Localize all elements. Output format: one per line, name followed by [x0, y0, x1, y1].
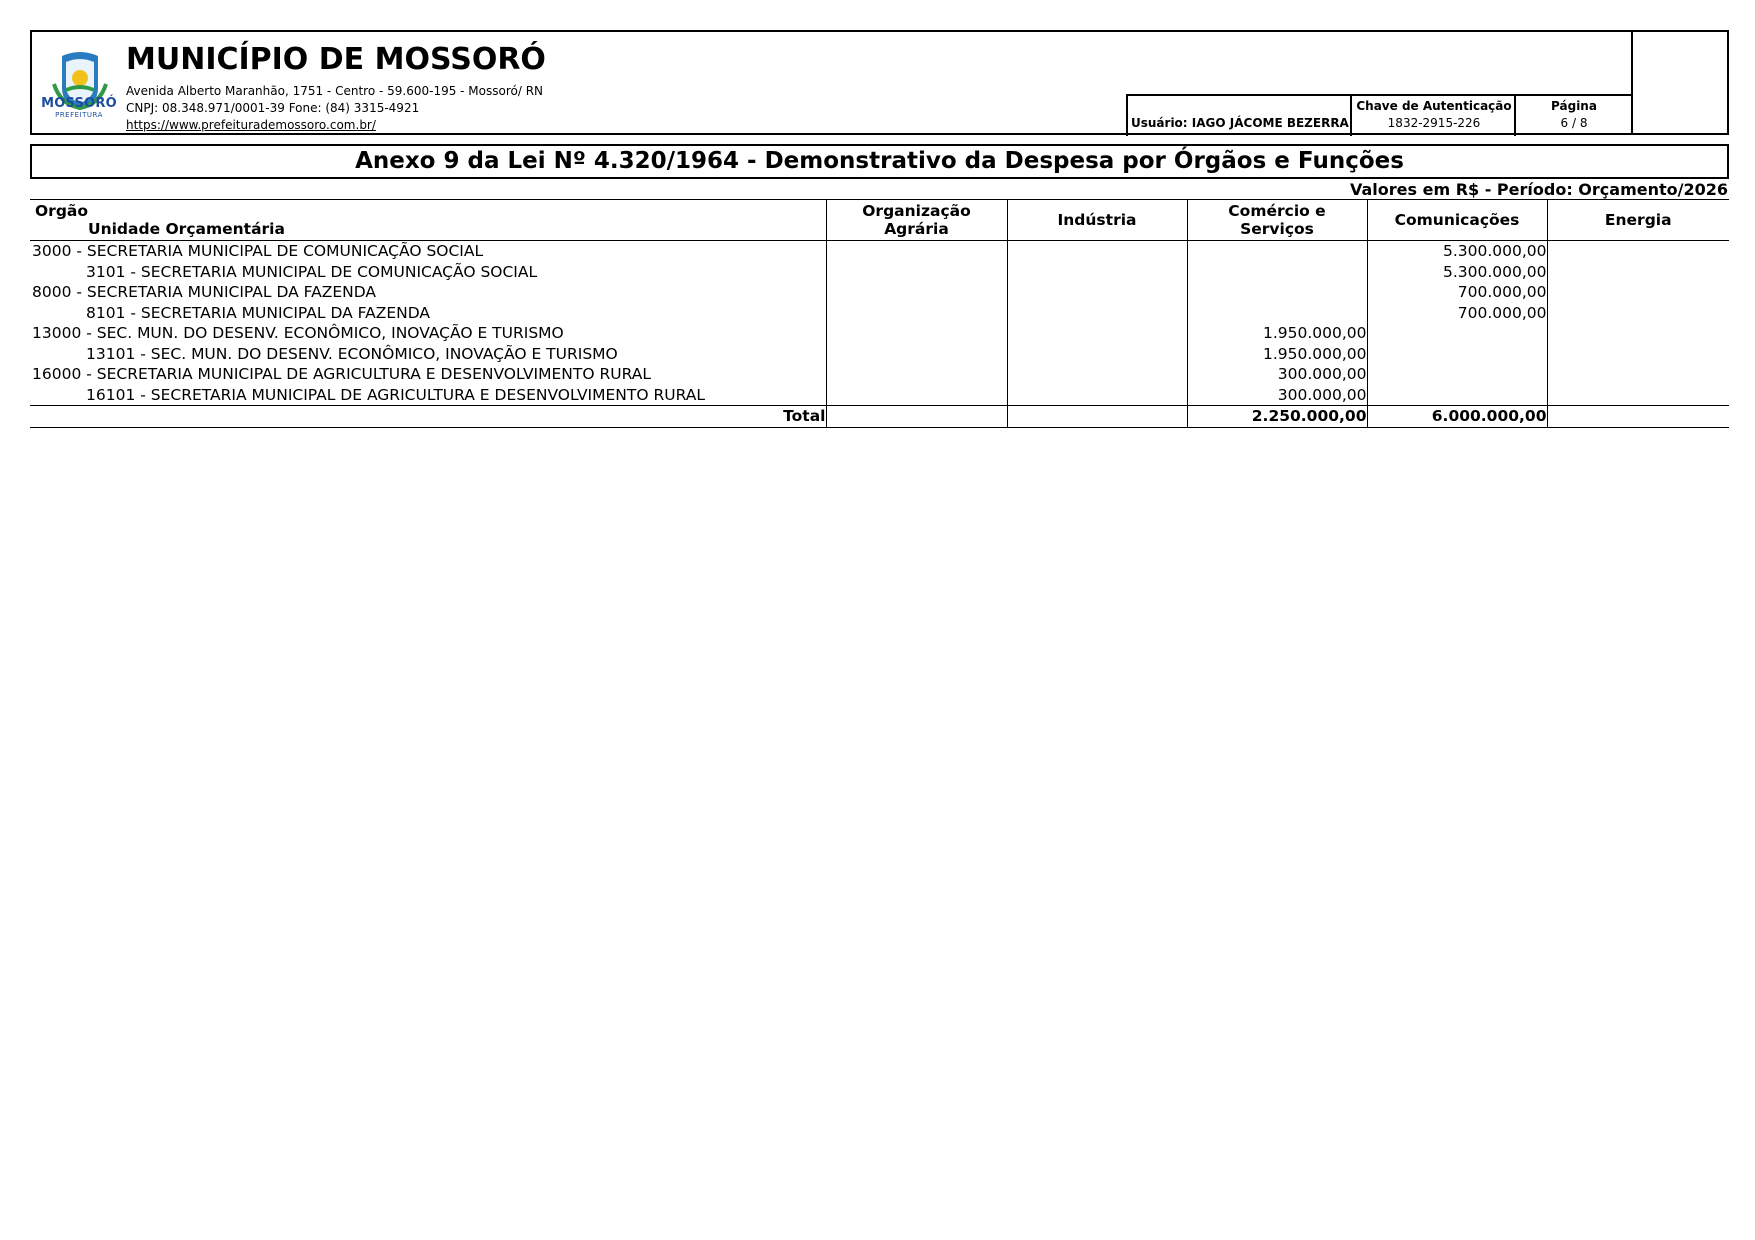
cell-value [1547, 262, 1729, 283]
table-header-row [30, 200, 1729, 241]
table-row [30, 364, 1729, 385]
cell-value: 300.000,00 [1187, 364, 1367, 385]
header-comunicacoes: Comunicações [1367, 200, 1547, 241]
cell-value [1367, 323, 1547, 344]
cell-value [826, 385, 1007, 406]
cell-value [1187, 241, 1367, 262]
cell-value [1547, 385, 1729, 406]
total-value [1547, 406, 1729, 428]
row-label: 8000 - SECRETARIA MUNICIPAL DA FAZENDA [32, 283, 377, 302]
header-right-box [1631, 30, 1729, 135]
row-label: 8101 - SECRETARIA MUNICIPAL DA FAZENDA [86, 303, 431, 322]
table-row [30, 385, 1729, 406]
municipality-title: MUNICÍPIO DE MOSSORÓ [126, 42, 546, 77]
total-label: Total [30, 406, 826, 428]
cell-value [826, 241, 1007, 262]
auth-key-box [1350, 94, 1516, 136]
cell-value: 5.300.000,00 [1367, 262, 1547, 283]
page-box [1514, 94, 1632, 136]
report-header [30, 30, 1729, 135]
cell-value: 1.950.000,00 [1187, 323, 1367, 344]
cell-value [1187, 303, 1367, 324]
user-box [1126, 94, 1352, 136]
cell-value [1007, 262, 1187, 283]
logo-text: MOSSORÓ [41, 96, 117, 111]
header-organizacao-agraria: Organização Agrária [826, 200, 1007, 241]
cell-value [1007, 303, 1187, 324]
cell-value [1187, 282, 1367, 303]
cell-value: 700.000,00 [1367, 303, 1547, 324]
auth-key-value: 1832-2915-226 [1387, 116, 1481, 130]
table-row [30, 241, 1729, 262]
cell-value [1007, 344, 1187, 365]
total-row [30, 406, 1729, 428]
cell-value: 300.000,00 [1187, 385, 1367, 406]
document-title: Anexo 9 da Lei Nº 4.320/1964 - Demonstrativo da Despesa por Órgãos e Funções [30, 144, 1729, 179]
cell-value: 700.000,00 [1367, 282, 1547, 303]
website-link[interactable]: https://www.prefeiturademossoro.com.br/ [126, 118, 376, 132]
header-energia: Energia [1547, 200, 1729, 241]
row-label: 3000 - SECRETARIA MUNICIPAL DE COMUNICAÇÃO SOCIAL [32, 242, 484, 261]
cell-value [826, 282, 1007, 303]
total-value: 2.250.000,00 [1187, 406, 1367, 428]
cell-value [1367, 364, 1547, 385]
cell-value [826, 323, 1007, 344]
cell-value [826, 364, 1007, 385]
cell-value [1007, 323, 1187, 344]
table-row [30, 282, 1729, 303]
header-comercio-servicos: Comércio e Serviços [1187, 200, 1367, 241]
total-value [826, 406, 1007, 428]
table-row [30, 262, 1729, 283]
cell-value: 5.300.000,00 [1367, 241, 1547, 262]
row-label: 3101 - SECRETARIA MUNICIPAL DE COMUNICAÇÃO SOCIAL [86, 262, 538, 281]
cell-value [826, 303, 1007, 324]
expense-table [30, 199, 1729, 428]
header-unidade: Unidade Orçamentária [88, 220, 285, 238]
row-label: 16000 - SECRETARIA MUNICIPAL DE AGRICULTURA E DESENVOLVIMENTO RURAL [32, 365, 651, 384]
table-row [30, 303, 1729, 324]
header-industria: Indústria [1007, 200, 1187, 241]
period-label: Valores em R$ - Período: Orçamento/2026 [1349, 180, 1728, 199]
header-orgao-unidade [30, 200, 826, 241]
cell-value [1547, 282, 1729, 303]
address: Avenida Alberto Maranhão, 1751 - Centro - 59.600-195 - Mossoró/ RN [126, 84, 544, 98]
row-label: 13000 - SEC. MUN. DO DESENV. ECONÔMICO, INOVAÇÃO E TURISMO [32, 324, 564, 343]
user-label: Usuário: IAGO JÁCOME BEZERRA [1131, 116, 1349, 130]
cell-value [1007, 282, 1187, 303]
auth-key-label: Chave de Autenticação [1356, 99, 1512, 113]
page-number: 6 / 8 [1560, 116, 1588, 130]
cell-value [1007, 241, 1187, 262]
cell-value [826, 262, 1007, 283]
contact-info: CNPJ: 08.348.971/0001-39 Fone: (84) 3315-4921 [126, 101, 420, 115]
cell-value [1547, 241, 1729, 262]
header-orgao: Orgão [35, 202, 89, 220]
cell-value [1007, 364, 1187, 385]
page-label: Página [1551, 99, 1597, 113]
row-label: 13101 - SEC. MUN. DO DESENV. ECONÔMICO, INOVAÇÃO E TURISMO [86, 344, 618, 363]
cell-value [1367, 385, 1547, 406]
cell-value [1367, 344, 1547, 365]
table-row [30, 323, 1729, 344]
table-row [30, 344, 1729, 365]
cell-value [1547, 323, 1729, 344]
row-label: 16101 - SECRETARIA MUNICIPAL DE AGRICULTURA E DESENVOLVIMENTO RURAL [86, 385, 705, 404]
cell-value [1007, 385, 1187, 406]
total-value: 6.000.000,00 [1367, 406, 1547, 428]
cell-value [1547, 344, 1729, 365]
cell-value [1547, 303, 1729, 324]
cell-value [1547, 364, 1729, 385]
logo-subtext: PREFEITURA [55, 111, 103, 119]
cell-value [826, 344, 1007, 365]
total-value [1007, 406, 1187, 428]
cell-value: 1.950.000,00 [1187, 344, 1367, 365]
cell-value [1187, 262, 1367, 283]
